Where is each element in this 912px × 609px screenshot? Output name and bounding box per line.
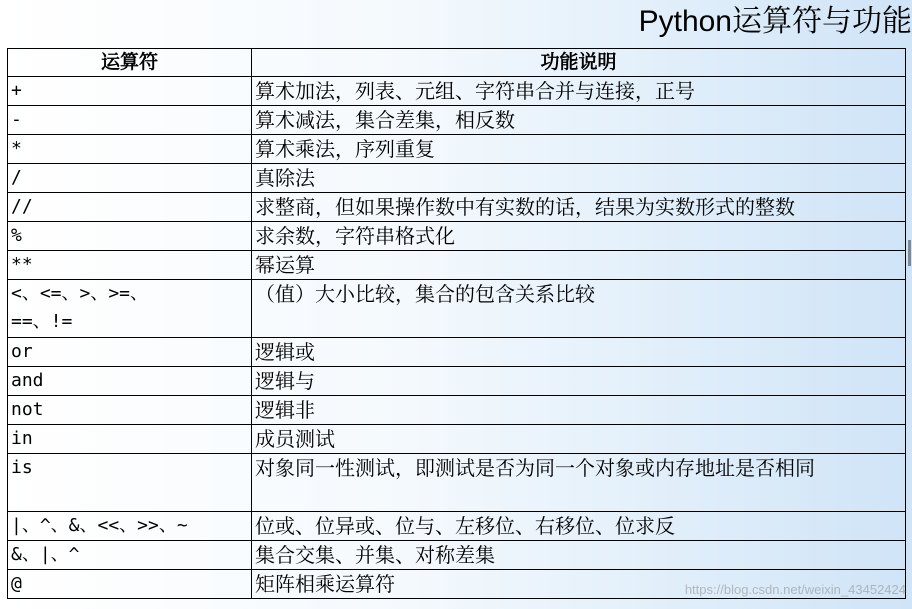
- operator-cell: or: [8, 338, 252, 367]
- operator-cell: **: [8, 251, 252, 280]
- operator-cell: +: [8, 77, 252, 106]
- operator-cell: &、|、^: [8, 541, 252, 570]
- description-cell: 对象同一性测试，即测试是否为同一个对象或内存地址是否相同: [252, 454, 906, 512]
- table-row: [8, 251, 906, 280]
- description-cell: 算术减法，集合差集，相反数: [252, 106, 906, 135]
- description-cell: 求整商，但如果操作数中有实数的话，结果为实数形式的整数: [252, 193, 906, 222]
- table-row: [8, 106, 906, 135]
- operator-cell: %: [8, 222, 252, 251]
- operator-cell: [8, 280, 252, 338]
- table-row: [8, 77, 906, 106]
- operator-cell: and: [8, 367, 252, 396]
- description-cell: 幂运算: [252, 251, 906, 280]
- header-operator: 运算符: [8, 49, 252, 77]
- table-row: [8, 425, 906, 454]
- operator-cell: is: [8, 454, 252, 512]
- description-cell: 求余数，字符串格式化: [252, 222, 906, 251]
- description-cell: 逻辑与: [252, 367, 906, 396]
- operator-cell: *: [8, 135, 252, 164]
- description-cell: 矩阵相乘运算符: [252, 570, 906, 599]
- operator-cell: -: [8, 106, 252, 135]
- table-row: [8, 222, 906, 251]
- operator-line: ==、!=: [11, 311, 73, 332]
- table-row: [8, 512, 906, 541]
- table-row: [8, 454, 906, 512]
- description-cell: 真除法: [252, 164, 906, 193]
- edge-mark: [908, 240, 911, 266]
- operator-cell: /: [8, 164, 252, 193]
- table-row: [8, 396, 906, 425]
- description-cell: （值）大小比较，集合的包含关系比较: [252, 280, 906, 338]
- operator-table: [7, 48, 906, 599]
- description-cell: 算术加法，列表、元组、字符串合并与连接，正号: [252, 77, 906, 106]
- table-row: [8, 367, 906, 396]
- watermark: https://blog.csdn.net/weixin_43452424: [684, 582, 906, 597]
- table-row: [8, 541, 906, 570]
- header-description: 功能说明: [252, 49, 906, 77]
- description-cell: 逻辑或: [252, 338, 906, 367]
- operator-cell: @: [8, 570, 252, 599]
- table-row: [8, 338, 906, 367]
- table-row: [8, 193, 906, 222]
- table-row: [8, 164, 906, 193]
- slide-title: Python运算符与功能: [638, 5, 912, 38]
- table-row: [8, 135, 906, 164]
- description-cell: 位或、位异或、位与、左移位、右移位、位求反: [252, 512, 906, 541]
- operator-cell: |、^、&、<<、>>、~: [8, 512, 252, 541]
- description-cell: 集合交集、并集、对称差集: [252, 541, 906, 570]
- operator-cell: in: [8, 425, 252, 454]
- operator-line: <、<=、>、>=、: [11, 283, 149, 304]
- operator-cell: not: [8, 396, 252, 425]
- operator-cell: //: [8, 193, 252, 222]
- table-row: [8, 280, 906, 338]
- description-cell: 逻辑非: [252, 396, 906, 425]
- table-header-row: [8, 49, 906, 77]
- description-cell: 算术乘法，序列重复: [252, 135, 906, 164]
- description-cell: 成员测试: [252, 425, 906, 454]
